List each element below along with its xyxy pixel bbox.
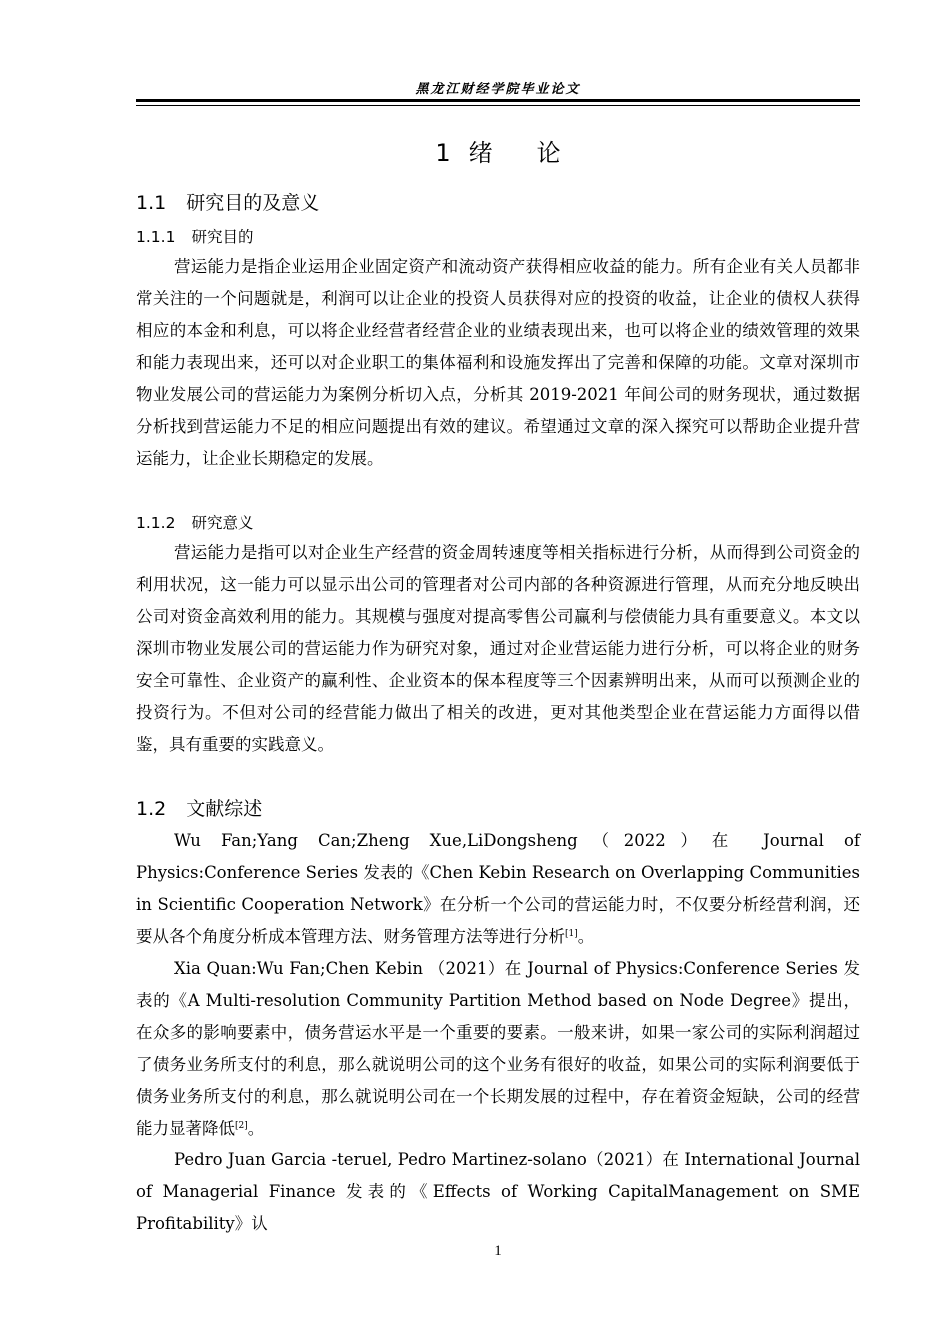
page-number: 1 (494, 1243, 502, 1259)
chapter-number: 1 (435, 139, 451, 167)
section-title: 研究目的 (191, 228, 254, 246)
paragraph-end: 。 (577, 927, 595, 946)
section-number: 1.1.1 (136, 228, 176, 246)
section-heading-1-1-1 (136, 225, 253, 247)
citation-ref: [1] (565, 929, 578, 939)
section-title: 研究意义 (191, 514, 254, 532)
paragraph-research-significance: 营运能力是指可以对企业生产经营的资金周转速度等相关指标进行分析，从而得到公司资金的利用状况，这一能力可以显示出公司的管理者对公司内部的各种资源进行管理，从而充分地反映出公司对资金高效利用的能力。其规模与强度对提高零售公司赢利与偿债能力具有重要意义。本文以深圳市物业发展公司的营运能力作为研究对象，通过对企业营运能力进行分析，可以将企业的财务安全可靠性、企业资产的赢利性、企业资本的保本程度等三个因素辨明出来，从而可以预测企业的投资行为。不但对公司的经营能力做出了相关的改进，更对其他类型企业在营运能力方面得以借鉴，具有重要的实践意义。 (136, 543, 860, 754)
paragraph-text: Xia Quan:Wu Fan;Chen Kebin （2021）在 Journal of Physics:Conference Series 发表的《A Multi-resolution Community Partition Method based on Node Degree》提出，在众多的影响要素中，债务营运水平是一个重要的要素。一般来讲，如果一家公司的实际利润超过了债务业务所支付的利息，那么就说明公司的这个业务有很好的收益，如果公司的实际利润要低于债务业务所支付的利息，那么就说明公司在一个长期发展的过程中，存在着资金短缺，公司的经营能力显著降低 (136, 959, 860, 1138)
chapter-title (136, 133, 860, 168)
section-number: 1.1.2 (136, 514, 176, 532)
section-number: 1.1 (136, 192, 167, 214)
paragraph-literature-3: Pedro Juan Garcia -teruel, Pedro Martinez-solano（2021）在 International Journal of Managerial Finance 发表的《Effects of Working CapitalManagement on SME Profitability》认 (136, 1150, 860, 1233)
section-heading-1-1 (136, 188, 319, 215)
section-title: 文献综述 (186, 798, 263, 820)
paragraph-text: Wu Fan;Yang Can;Zheng Xue,LiDongsheng（2022）在 Journal of Physics:Conference Series 发表的《Chen Kebin Research on Overlapping Communities in Scientific Cooperation Network》在分析一个公司的营运能力时，不仅要分析经营利润，还要从各个角度分析成本管理方法、财务管理方法等进行分析 (136, 831, 860, 946)
header-rule-thin (136, 105, 860, 106)
chapter-title-char-1: 绪 (468, 139, 493, 167)
chapter-title-char-2: 论 (536, 139, 561, 167)
paragraph-literature-1 (136, 825, 860, 953)
section-number: 1.2 (136, 798, 167, 820)
paragraph-research-purpose: 营运能力是指企业运用企业固定资产和流动资产获得相应收益的能力。所有企业有关人员都非常关注的一个问题就是，利润可以让企业的投资人员获得对应的投资的收益，让企业的债权人获得相应的本金和利息，可以将企业经营者经营企业的业绩表现出来，也可以将企业的绩效管理的效果和能力表现出来，还可以对企业职工的集体福利和设施发挥出了完善和保障的功能。文章对深圳市物业发展公司的营运能力为案例分析切入点，分析其 2019-2021 年间公司的财务现状，通过数据分析找到营运能力不足的相应问题提出有效的建议。希望通过文章的深入探究可以帮助企业提升营运能力，让企业长期稳定的发展。 (136, 257, 860, 468)
paragraph-end: 。 (247, 1119, 265, 1138)
section-title: 研究目的及意义 (186, 192, 320, 214)
paragraph-literature-2 (136, 953, 860, 1145)
citation-ref: [2] (235, 1121, 248, 1131)
section-heading-1-1-2 (136, 511, 253, 533)
running-header: 黑龙江财经学院毕业论文 (415, 82, 581, 97)
section-heading-1-2 (136, 794, 262, 821)
header-rule-thick (136, 99, 860, 102)
